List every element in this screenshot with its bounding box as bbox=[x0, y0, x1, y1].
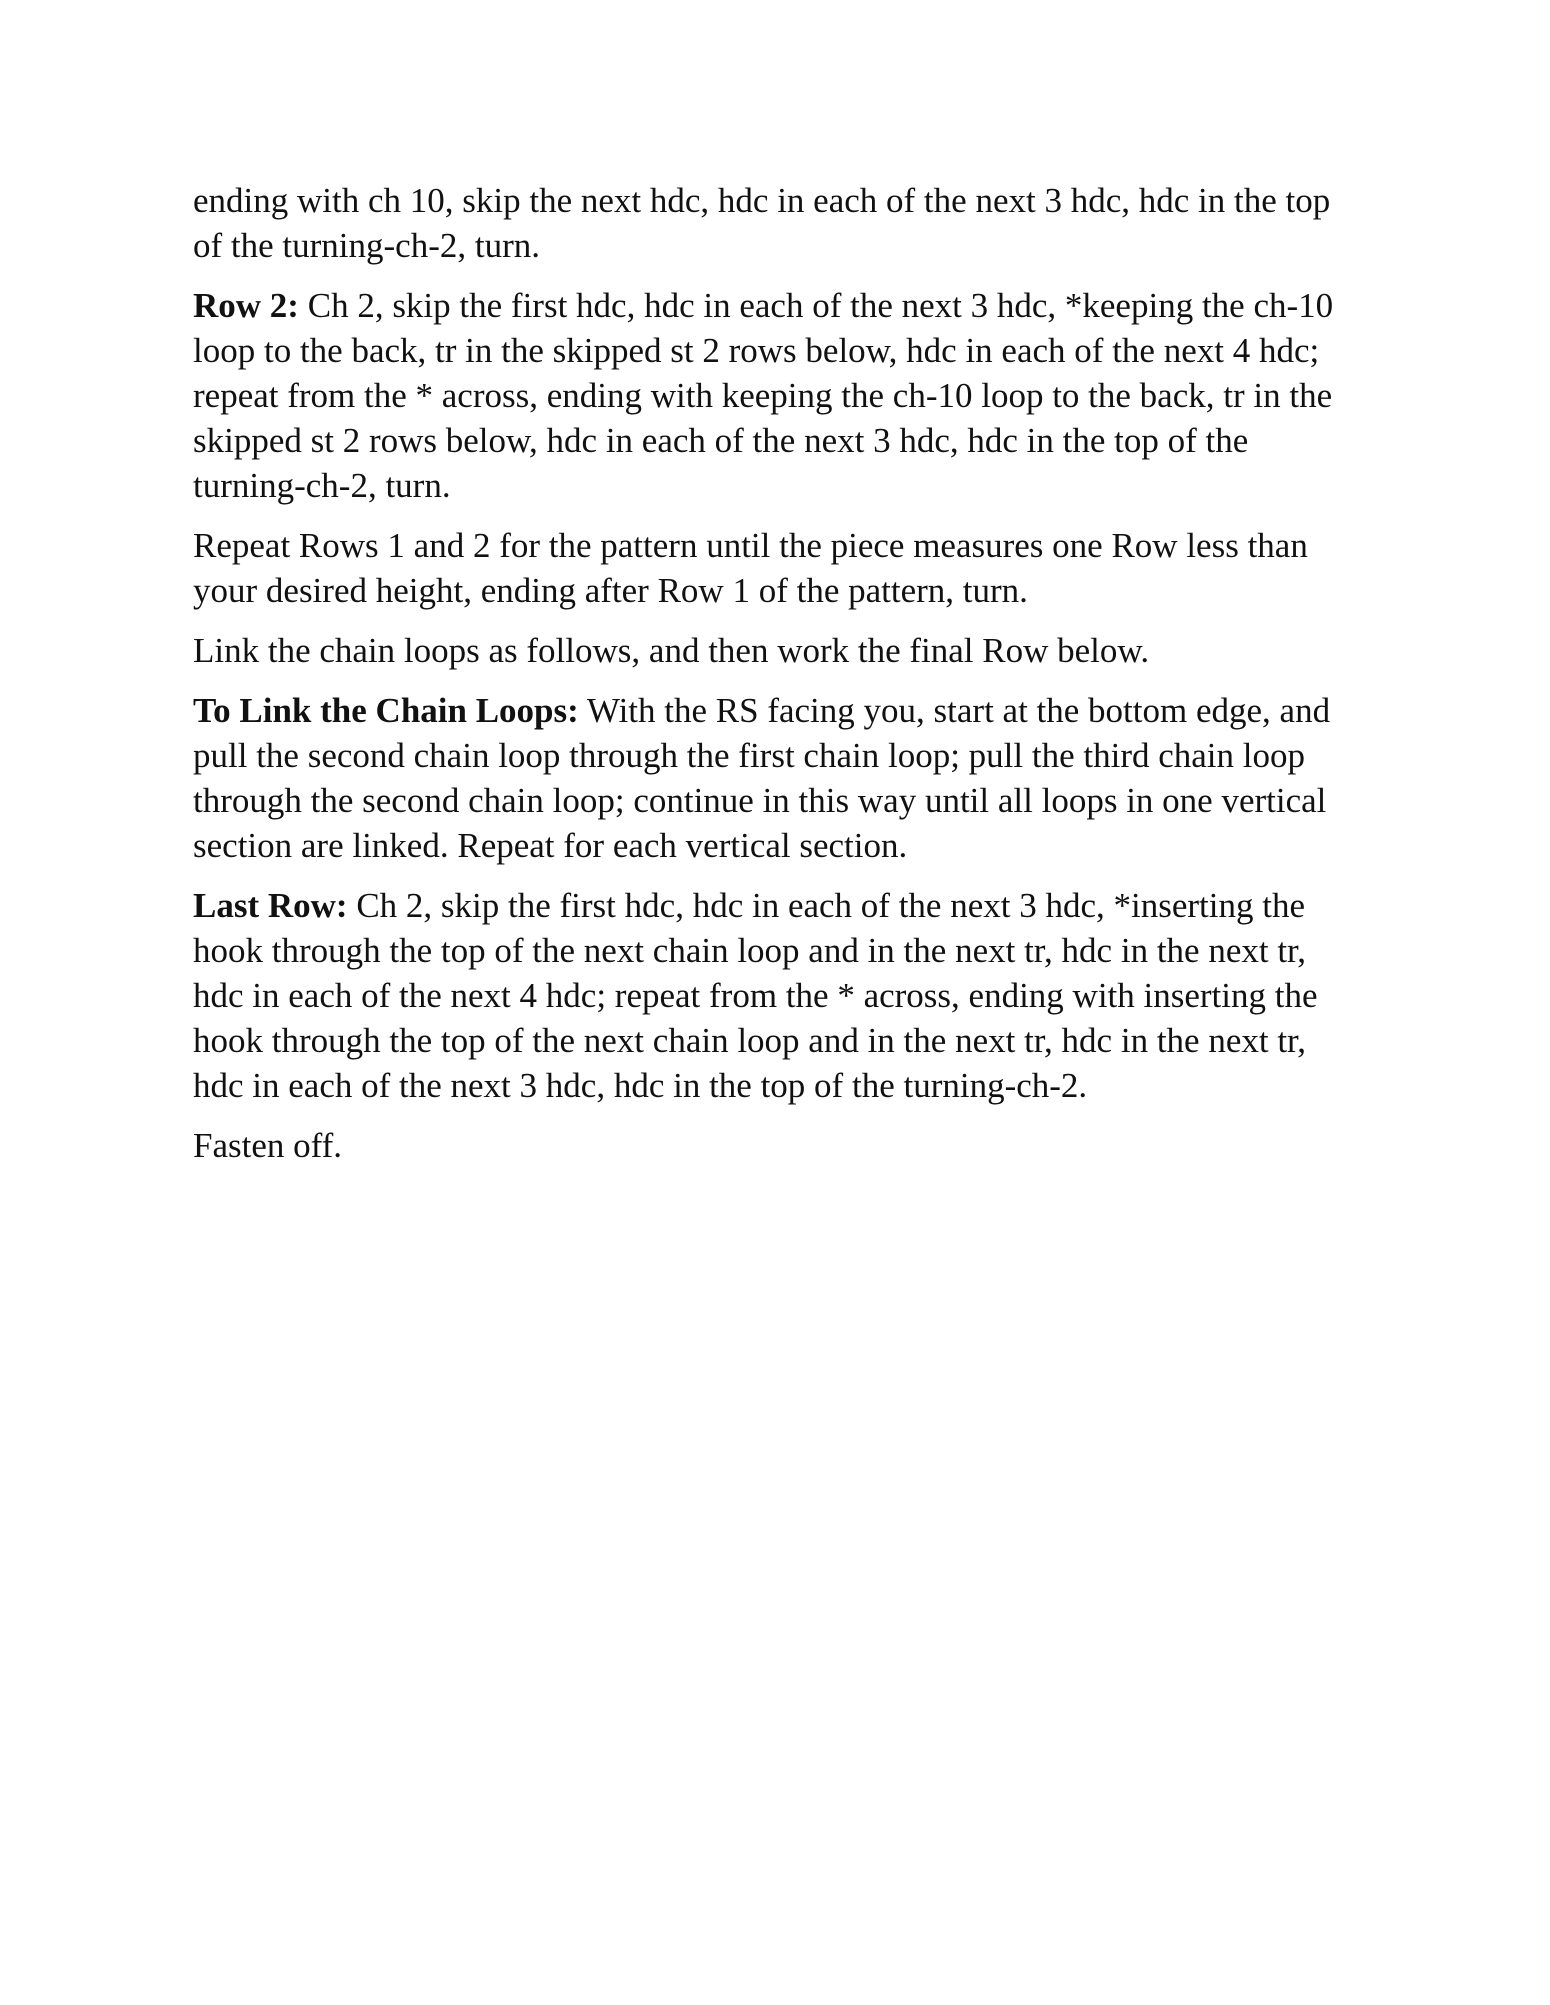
paragraph-text: With the RS facing you, start at the bottom edge, and pull the second chain loop through the first chain loop; pull the third chain loop through the second chain loop; continue in this way until all loops in one vertical section are linked. Repeat for each vertical section. bbox=[193, 691, 1331, 865]
paragraph-heading: To Link the Chain Loops: bbox=[193, 691, 579, 730]
paragraph-text: Link the chain loops as follows, and then work the final Row below. bbox=[193, 631, 1150, 670]
paragraph-fasten-off bbox=[193, 1123, 1343, 1168]
paragraph-text: Repeat Rows 1 and 2 for the pattern until the piece measures one Row less than your desired height, ending after Row 1 of the pattern, turn. bbox=[193, 526, 1308, 610]
paragraph-link-chain-loops bbox=[193, 688, 1343, 868]
document-body bbox=[193, 178, 1343, 1183]
paragraph-heading: Row 2: bbox=[193, 286, 299, 325]
paragraph-row-2 bbox=[193, 283, 1343, 508]
paragraph-text: Fasten off. bbox=[193, 1126, 343, 1165]
paragraph-continuation bbox=[193, 178, 1343, 268]
paragraph-heading: Last Row: bbox=[193, 886, 348, 925]
paragraph-link-intro bbox=[193, 628, 1343, 673]
paragraph-text: Ch 2, skip the first hdc, hdc in each of the next 3 hdc, *keeping the ch-10 loop to the back, tr in the skipped st 2 rows below, hdc in each of the next 4 hdc; repeat from the * across, ending with keeping the ch-10 loop to the back, tr in the skipped st 2 rows below, hdc in each of the next 3 hdc, hdc in the top of the turning-ch-2, turn. bbox=[193, 286, 1334, 505]
paragraph-text: Ch 2, skip the first hdc, hdc in each of the next 3 hdc, *inserting the hook through the top of the next chain loop and in the next tr, hdc in the next tr, hdc in each of the next 4 hdc; repeat from the * across, ending with inserting the hook through the top of the next chain loop and in the next tr, hdc in the next tr, hdc in each of the next 3 hdc, hdc in the top of the turning-ch-2. bbox=[193, 886, 1318, 1105]
paragraph-last-row bbox=[193, 883, 1343, 1108]
paragraph-text: ending with ch 10, skip the next hdc, hdc in each of the next 3 hdc, hdc in the top of the turning-ch-2, turn. bbox=[193, 181, 1331, 265]
paragraph-repeat-rows bbox=[193, 523, 1343, 613]
